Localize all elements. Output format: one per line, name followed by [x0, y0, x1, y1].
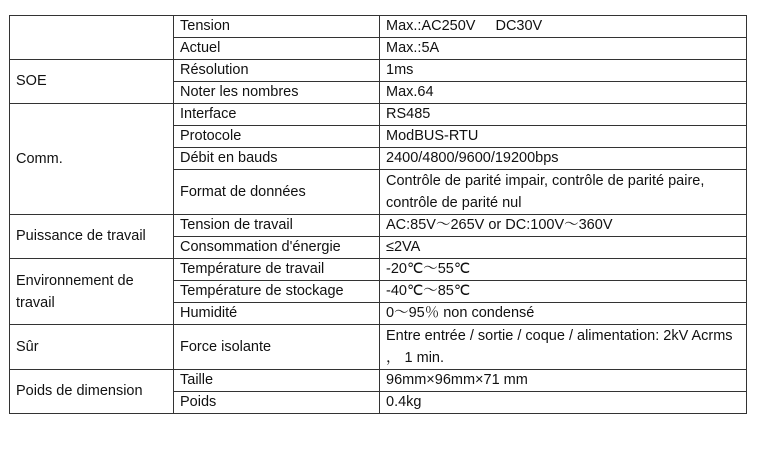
group-cell: Puissance de travail	[10, 215, 174, 259]
param-label: Humidité	[174, 303, 380, 325]
param-label: Tension de travail	[174, 215, 380, 237]
table-row	[10, 104, 747, 126]
param-value: Entre entrée / sortie / coque / alimentation: 2kV Acrms ， 1 min.	[380, 325, 747, 370]
param-value: ≤2VA	[380, 237, 747, 259]
table-row	[10, 370, 747, 392]
table-row	[10, 16, 747, 38]
param-value: -20℃～55℃	[380, 259, 747, 281]
param-label: Résolution	[174, 60, 380, 82]
param-value: 0～95％ non condensé	[380, 303, 747, 325]
group-cell: Environnement de travail	[10, 259, 174, 325]
param-value: ModBUS-RTU	[380, 126, 747, 148]
param-value: Max.:AC250V DC30V	[380, 16, 747, 38]
param-label: Actuel	[174, 38, 380, 60]
param-value: Contrôle de parité impair, contrôle de parité paire, contrôle de parité nul	[380, 170, 747, 215]
param-label: Température de stockage	[174, 281, 380, 303]
table-row	[10, 259, 747, 281]
param-label: Débit en bauds	[174, 148, 380, 170]
group-cell: Sûr	[10, 325, 174, 370]
param-label: Taille	[174, 370, 380, 392]
param-value: Max.64	[380, 82, 747, 104]
param-label: Poids	[174, 392, 380, 414]
group-cell: Comm.	[10, 104, 174, 215]
param-label: Température de travail	[174, 259, 380, 281]
param-value: RS485	[380, 104, 747, 126]
group-cell: Poids de dimension	[10, 370, 174, 414]
param-value: Max.:5A	[380, 38, 747, 60]
param-label: Tension	[174, 16, 380, 38]
param-value: 0.4kg	[380, 392, 747, 414]
table-row	[10, 215, 747, 237]
param-label: Consommation d'énergie	[174, 237, 380, 259]
param-label: Format de données	[174, 170, 380, 215]
group-cell: SOE	[10, 60, 174, 104]
param-value: 1ms	[380, 60, 747, 82]
table-row	[10, 325, 747, 370]
group-cell	[10, 16, 174, 60]
param-label: Noter les nombres	[174, 82, 380, 104]
param-label: Interface	[174, 104, 380, 126]
spec-table	[9, 15, 747, 414]
table-row	[10, 60, 747, 82]
param-label: Force isolante	[174, 325, 380, 370]
param-value: -40℃～85℃	[380, 281, 747, 303]
param-value: 96mm×96mm×71 mm	[380, 370, 747, 392]
param-label: Protocole	[174, 126, 380, 148]
param-value: AC:85V～265V or DC:100V～360V	[380, 215, 747, 237]
param-value: 2400/4800/9600/19200bps	[380, 148, 747, 170]
